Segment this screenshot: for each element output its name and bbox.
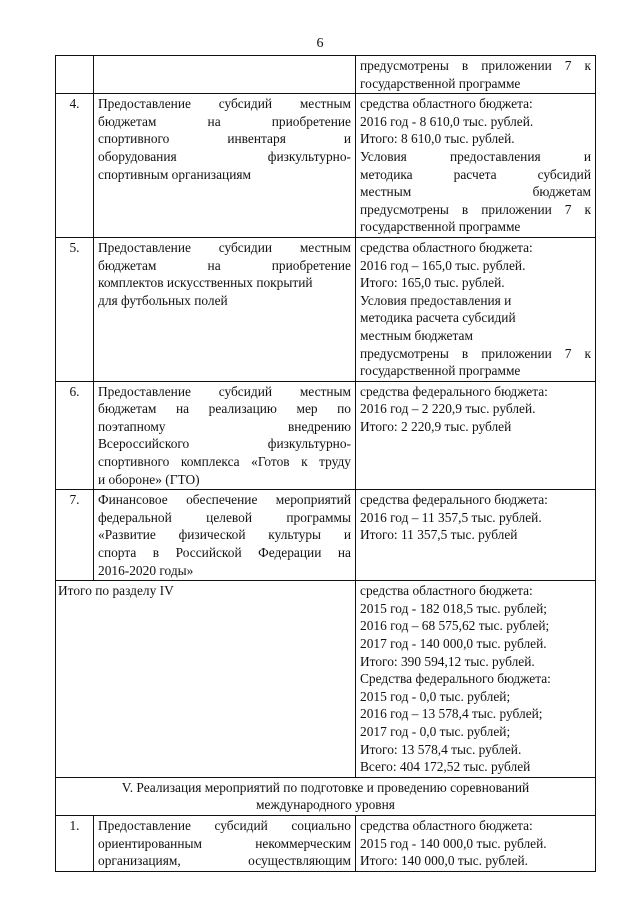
- text-line: Итого: 2 220,9 тыс. рублей: [360, 418, 512, 434]
- table-row: [56, 94, 596, 238]
- text-line: средства областного бюджета:: [360, 583, 533, 599]
- text-line: 2016 год – 13 578,4 тыс. рублей;: [360, 706, 543, 722]
- text-line: 2016 год – 165,0 тыс. рублей.: [360, 257, 526, 273]
- text-line: «Развитие физической культуры и: [98, 527, 351, 543]
- text-line: организациям, осуществляющим: [98, 853, 351, 869]
- text-line: для футбольных полей: [98, 292, 228, 308]
- text-line: местным бюджетам: [360, 184, 591, 200]
- page-number: 6: [316, 36, 324, 51]
- section-total-row: [56, 581, 596, 778]
- text-line: V. Реализация мероприятий по подготовке и проведению соревнований: [121, 779, 530, 795]
- text-line: поэтапному внедрению: [98, 418, 351, 434]
- funding-cell: [356, 237, 596, 381]
- measure-name: [94, 490, 356, 581]
- text-line: Предоставление субсидий местным: [98, 383, 351, 399]
- text-line: спортивного инвентаря и: [98, 131, 351, 147]
- text-line: бюджетам на реализацию мер по: [98, 401, 351, 417]
- text-line: Итого: 8 610,0 тыс. рублей.: [360, 131, 515, 147]
- funding-cell: [356, 815, 596, 871]
- funding-cell: [356, 56, 596, 94]
- measure-name: [94, 56, 356, 94]
- text-line: методика расчета субсидий: [360, 166, 591, 182]
- text-line: Итого: 13 578,4 тыс. рублей.: [360, 741, 522, 757]
- table-row: [56, 490, 596, 581]
- measure-name: [94, 815, 356, 871]
- text-line: предусмотрены в приложении 7 к: [360, 58, 591, 73]
- text-line: 2016 год – 2 220,9 тыс. рублей.: [360, 401, 536, 417]
- text-line: 2015 год - 140 000,0 тыс. рублей.: [360, 835, 547, 851]
- funding-cell: [356, 381, 596, 490]
- row-number: 4.: [56, 94, 94, 238]
- row-number: 6.: [56, 381, 94, 490]
- text-line: местным бюджетам: [360, 327, 473, 343]
- text-line: государственной программе: [360, 75, 521, 91]
- row-number: 7.: [56, 490, 94, 581]
- table-row: [56, 381, 596, 490]
- text-line: ориентированным некоммерческим: [98, 835, 351, 851]
- text-line: Итого: 165,0 тыс. рублей.: [360, 275, 505, 291]
- table-row: [56, 56, 596, 94]
- measure-name: [94, 237, 356, 381]
- text-line: государственной программе: [360, 363, 521, 379]
- text-line: оборудования физкультурно-: [98, 148, 351, 164]
- text-line: спортивного комплекса «Готов к труду: [98, 454, 351, 470]
- text-line: 2016 год – 11 357,5 тыс. рублей.: [360, 509, 542, 525]
- text-line: 2015 год - 0,0 тыс. рублей;: [360, 688, 511, 704]
- section-heading-row: [56, 777, 596, 815]
- text-line: 2016-2020 годы»: [98, 562, 194, 578]
- section-title: [56, 777, 596, 815]
- text-line: Условия предоставления и: [360, 292, 512, 308]
- funding-cell: [356, 94, 596, 238]
- section-total-funding: [356, 581, 596, 778]
- text-line: Итого: 140 000,0 тыс. рублей.: [360, 853, 529, 869]
- section-total-label: Итого по разделу IV: [56, 581, 356, 778]
- text-line: методика расчета субсидий: [360, 310, 516, 326]
- text-line: Средства федерального бюджета:: [360, 671, 551, 687]
- text-line: спортивным организациям: [98, 166, 252, 182]
- text-line: предусмотрены в приложении 7 к: [360, 345, 591, 361]
- text-line: 2017 год - 0,0 тыс. рублей;: [360, 723, 511, 739]
- text-line: средства областного бюджета:: [360, 96, 533, 112]
- text-line: 2017 год - 140 000,0 тыс. рублей.: [360, 636, 547, 651]
- text-line: 2016 год - 8 610,0 тыс. рублей.: [360, 113, 534, 129]
- text-line: средства областного бюджета:: [360, 239, 533, 255]
- funding-cell: [356, 490, 596, 581]
- text-line: комплектов искусственных покрытий: [98, 275, 313, 291]
- text-line: Условия предоставления и: [360, 148, 591, 164]
- text-line: государственной программе: [360, 219, 521, 235]
- row-number: 5.: [56, 237, 94, 381]
- text-line: спорта в Российской Федерации на: [98, 545, 351, 561]
- measure-name: [94, 94, 356, 238]
- row-number: 1.: [56, 815, 94, 871]
- text-line: бюджетам на приобретение: [98, 113, 351, 129]
- text-line: средства федерального бюджета:: [360, 383, 548, 399]
- text-line: Итого: 390 594,12 тыс. рублей.: [360, 653, 535, 669]
- text-line: 2016 год – 68 575,62 тыс. рублей;: [360, 618, 550, 634]
- text-line: средства областного бюджета:: [360, 817, 533, 833]
- text-line: 2015 год - 182 018,5 тыс. рублей;: [360, 600, 547, 616]
- text-line: Итого: 11 357,5 тыс. рублей: [360, 527, 518, 543]
- text-line: Всероссийского физкультурно-: [98, 436, 351, 452]
- row-number: [56, 56, 94, 94]
- text-line: Всего: 404 172,52 тыс. рублей: [360, 759, 531, 775]
- text-line: предусмотрены в приложении 7 к: [360, 201, 591, 217]
- text-line: Предоставление субсидии местным: [98, 239, 351, 255]
- text-line: Предоставление субсидий социально: [98, 817, 351, 833]
- table-row: [56, 815, 596, 871]
- text-line: бюджетам на приобретение: [98, 257, 351, 273]
- text-line: федеральной целевой программы: [98, 509, 351, 525]
- program-table: [55, 55, 596, 872]
- text-line: и обороне» (ГТО): [98, 471, 200, 487]
- text-line: Предоставление субсидий местным: [98, 96, 351, 112]
- measure-name: [94, 381, 356, 490]
- text-line: Финансовое обеспечение мероприятий: [98, 492, 351, 508]
- table-row: [56, 237, 596, 381]
- text-line: средства федерального бюджета:: [360, 492, 548, 508]
- text-line: международного уровня: [256, 797, 395, 813]
